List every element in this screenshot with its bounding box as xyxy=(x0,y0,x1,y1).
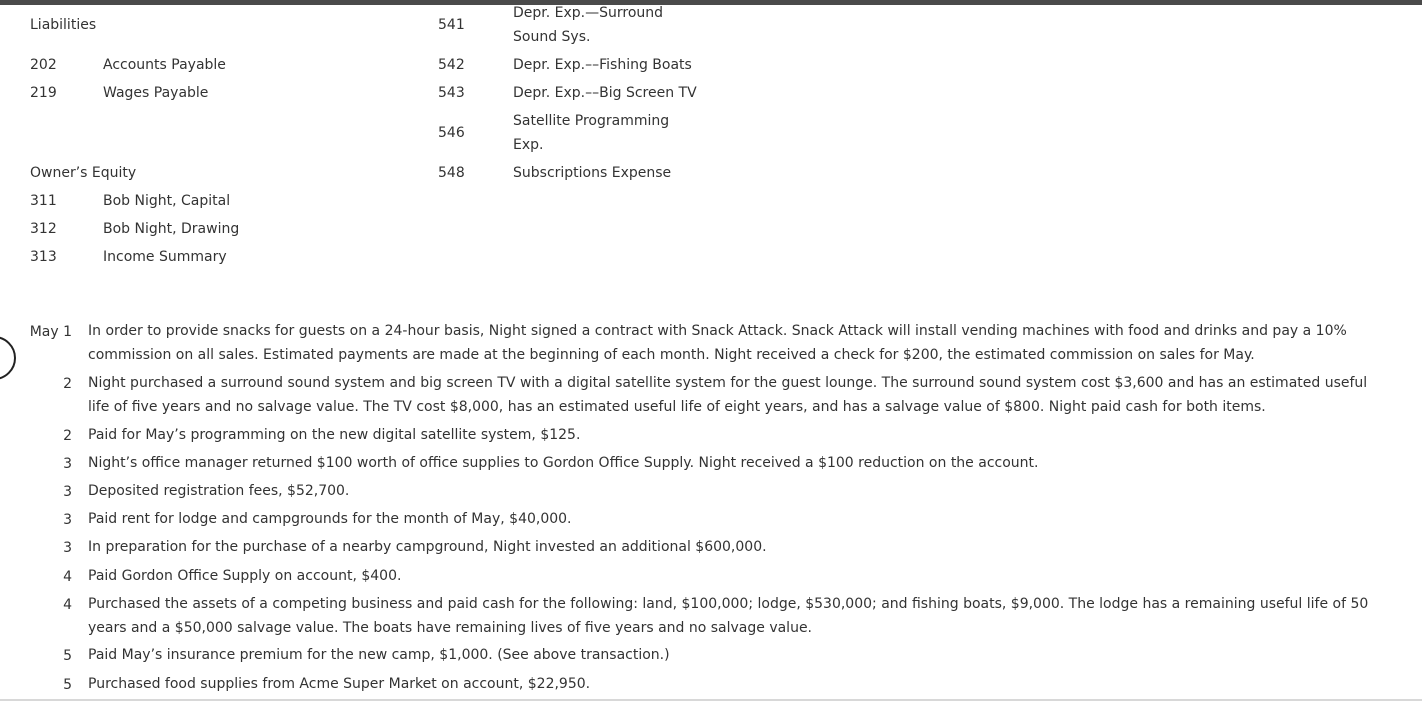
transaction-date: 5 xyxy=(63,677,72,693)
transaction-text: Purchased food supplies from Acme Super Market on account, $22,950. xyxy=(88,676,591,692)
account-name: Depr. Exp.––Big Screen TV xyxy=(513,85,697,101)
transaction-text: Purchased the assets of a competing business and paid cash for the following: land, $100,000; lodge, $530,000; and fishing boats, $9,000. The lodge has a remaining useful life of 50 years and a $50,000 salvage value. The boats have remaining lives of five years and no salvage value. xyxy=(88,596,1369,636)
transaction-date: 3 xyxy=(63,484,72,500)
account-name: Income Summary xyxy=(103,249,227,265)
account-number: 543 xyxy=(438,85,465,101)
account-name: Depr. Exp.—Surround xyxy=(513,5,664,21)
transaction-date: 2 xyxy=(63,428,72,444)
transaction-text: In order to provide snacks for guests on a 24-hour basis, Night signed a contract with Snack Attack. Snack Attack will install vending machines with food and drinks and pay a 10% commission on all sales. Estimated payments are made at the beginning of each month. Night received a check for $200, the estimated commission on sales for May. xyxy=(88,323,1347,363)
transaction-text: Deposited registration fees, $52,700. xyxy=(88,483,350,499)
account-name: Accounts Payable xyxy=(103,57,226,73)
account-name-continued: Exp. xyxy=(513,137,544,153)
account-number: 313 xyxy=(30,249,57,265)
transaction-text: In preparation for the purchase of a nearby campground, Night invested an additional $600,000. xyxy=(88,539,767,555)
account-name: Wages Payable xyxy=(103,85,209,101)
transaction-date: 4 xyxy=(63,569,72,585)
transaction-text: Paid May’s insurance premium for the new camp, $1,000. (See above transaction.) xyxy=(88,647,670,663)
transaction-text: Paid Gordon Office Supply on account, $400. xyxy=(88,568,402,584)
transaction-date: 3 xyxy=(63,456,72,472)
transaction-date: 3 xyxy=(63,512,72,528)
account-name: Bob Night, Capital xyxy=(103,193,231,209)
transaction-date: May 1 xyxy=(29,324,72,340)
liabilities-heading: Liabilities xyxy=(30,17,97,33)
account-number: 546 xyxy=(438,125,465,141)
account-name: Depr. Exp.––Fishing Boats xyxy=(513,57,692,73)
top-border-bar xyxy=(0,0,1422,5)
account-number: 541 xyxy=(438,17,465,33)
transaction-date: 4 xyxy=(63,597,72,613)
account-number: 542 xyxy=(438,57,465,73)
transaction-text: Night’s office manager returned $100 worth of office supplies to Gordon Office Supply. Night received a $100 reduction on the account. xyxy=(88,455,1039,471)
account-name: Bob Night, Drawing xyxy=(103,221,240,237)
account-number: 312 xyxy=(30,221,57,237)
transaction-date: 2 xyxy=(63,376,72,392)
transaction-text: Paid for May’s programming on the new digital satellite system, $125. xyxy=(88,427,581,443)
transaction-text: Paid rent for lodge and campgrounds for the month of May, $40,000. xyxy=(88,511,572,527)
account-number: 311 xyxy=(30,193,57,209)
transaction-text: Night purchased a surround sound system and big screen TV with a digital satellite system for the guest lounge. The surround sound system cost $3,600 and has an estimated useful life of five years and no salvage value. The TV cost $8,000, has an estimated useful life of eight years, and has a salvage value of $800. Night paid cash for both items. xyxy=(88,375,1368,415)
account-name: Satellite Programming xyxy=(513,113,670,129)
account-name-continued: Sound Sys. xyxy=(513,29,591,45)
transaction-date: 5 xyxy=(63,648,72,664)
account-number: 219 xyxy=(30,85,57,101)
account-number: 202 xyxy=(30,57,57,73)
transaction-date: 3 xyxy=(63,540,72,556)
owners-equity-heading: Owner’s Equity xyxy=(30,165,137,181)
account-number: 548 xyxy=(438,165,465,181)
account-name: Subscriptions Expense xyxy=(513,165,672,181)
